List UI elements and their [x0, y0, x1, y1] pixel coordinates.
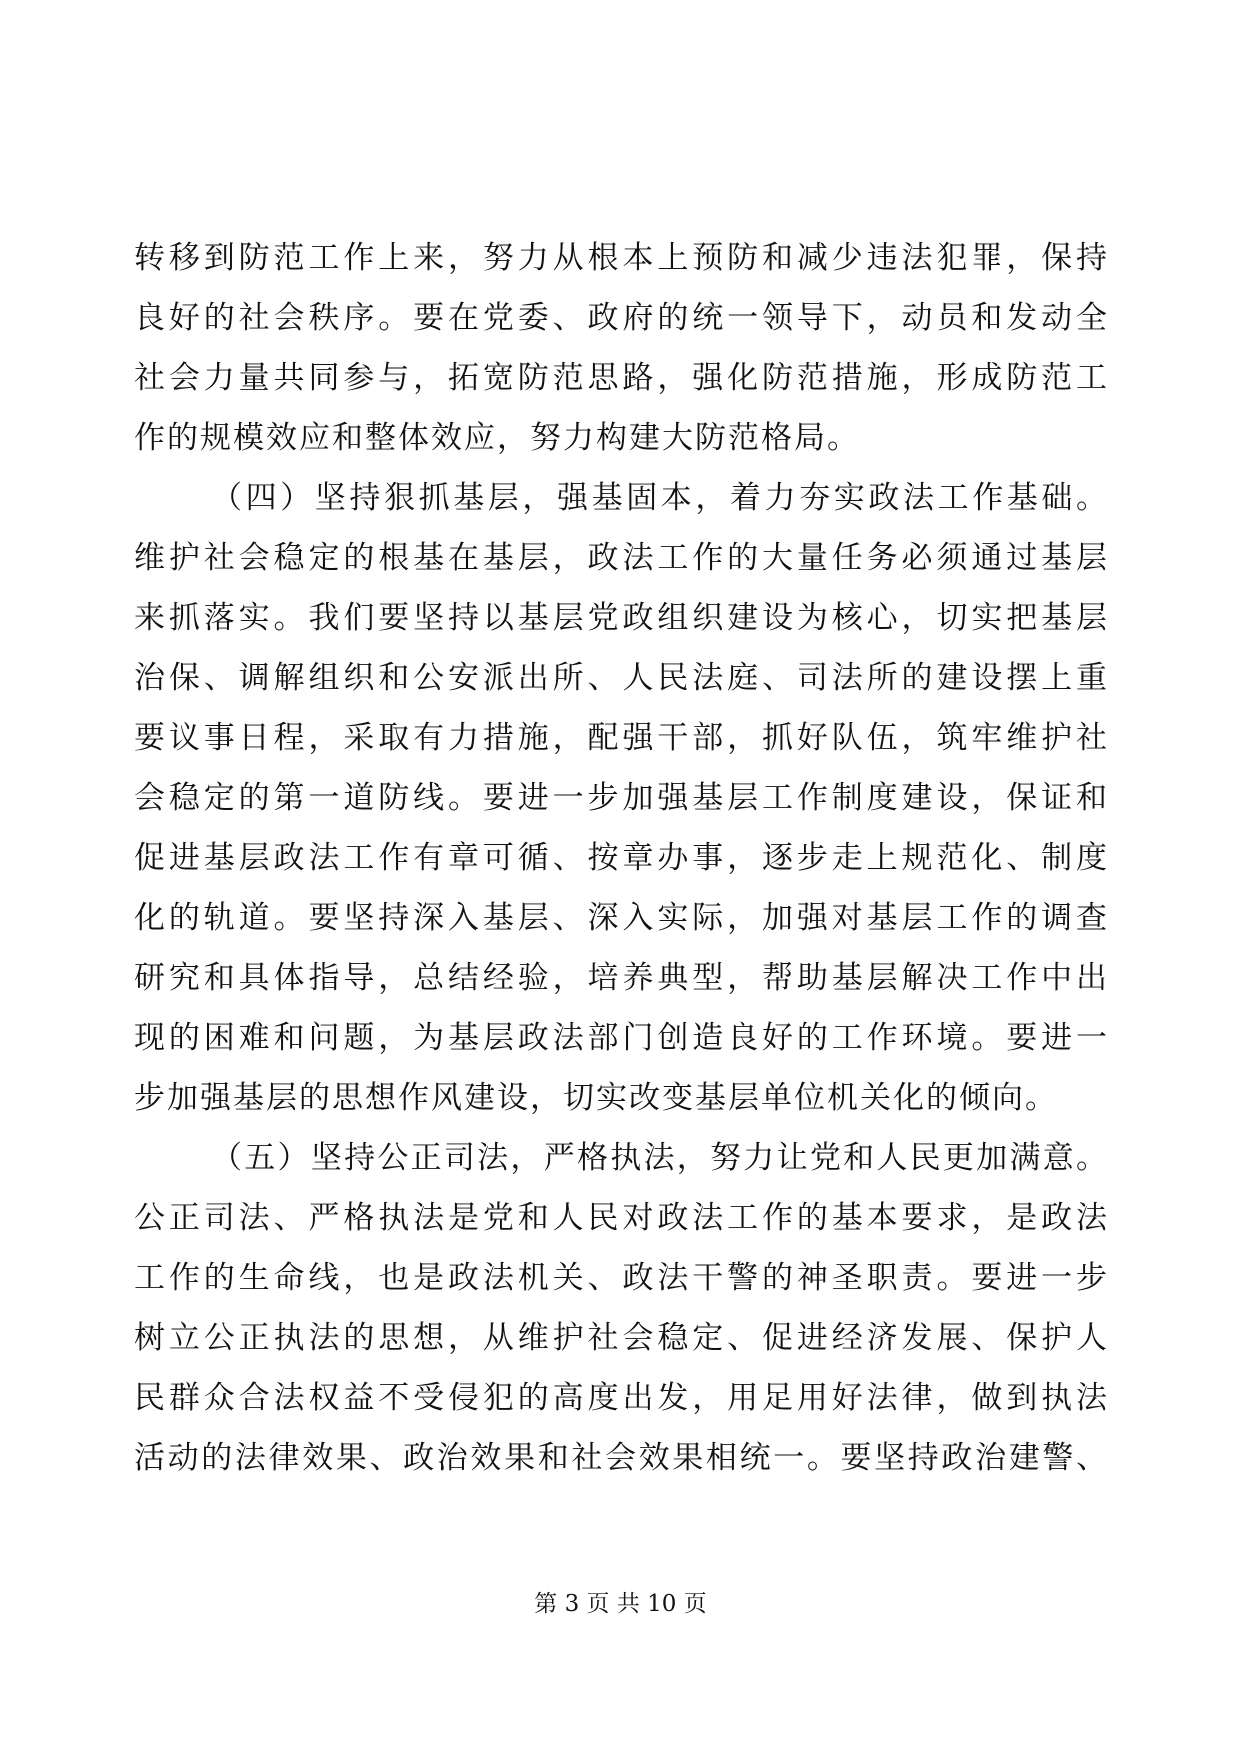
page-number-footer: 第 3 页 共 10 页	[534, 1591, 707, 1617]
text-line: 步加强基层的思想作风建设，切实改变基层单位机关化的倾向。	[134, 1080, 1058, 1116]
text-line: 要议事日程，采取有力措施，配强干部，抓好队伍，筑牢维护社	[134, 720, 1109, 756]
text-line: 民群众合法权益不受侵犯的高度出发，用足用好法律，做到执法	[134, 1380, 1109, 1416]
text-line: 来抓落实。我们要坚持以基层党政组织建设为核心，切实把基层	[134, 600, 1109, 636]
section-heading-line: （五）坚持公正司法，严格执法，努力让党和人民更加满意。	[211, 1140, 1109, 1176]
text-line: 维护社会稳定的根基在基层，政法工作的大量任务必须通过基层	[134, 540, 1109, 576]
body-text	[134, 228, 1109, 1488]
text-line: 转移到防范工作上来，努力从根本上预防和减少违法犯罪，保持	[134, 240, 1109, 276]
text-line: 现的困难和问题，为基层政法部门创造良好的工作环境。要进一	[134, 1020, 1109, 1056]
text-line: 公正司法、严格执法是党和人民对政法工作的基本要求，是政法	[134, 1200, 1109, 1236]
text-line: 树立公正执法的思想，从维护社会稳定、促进经济发展、保护人	[134, 1320, 1109, 1356]
text-line: 良好的社会秩序。要在党委、政府的统一领导下，动员和发动全	[134, 300, 1109, 336]
text-line: 化的轨道。要坚持深入基层、深入实际，加强对基层工作的调查	[134, 900, 1109, 936]
text-line: 会稳定的第一道防线。要进一步加强基层工作制度建设，保证和	[134, 780, 1109, 816]
text-line: 作的规模效应和整体效应，努力构建大防范格局。	[134, 420, 860, 456]
text-line: 活动的法律效果、政治效果和社会效果相统一。要坚持政治建警、	[134, 1440, 1109, 1476]
section-heading-line: （四）坚持狠抓基层，强基固本，着力夯实政法工作基础。	[211, 480, 1109, 516]
text-line: 研究和具体指导，总结经验，培养典型，帮助基层解决工作中出	[134, 960, 1109, 996]
text-line: 治保、调解组织和公安派出所、人民法庭、司法所的建设摆上重	[134, 660, 1109, 696]
text-line: 工作的生命线，也是政法机关、政法干警的神圣职责。要进一步	[134, 1260, 1109, 1296]
text-line: 促进基层政法工作有章可循、按章办事，逐步走上规范化、制度	[134, 840, 1109, 876]
text-line: 社会力量共同参与，拓宽防范思路，强化防范措施，形成防范工	[134, 360, 1109, 396]
